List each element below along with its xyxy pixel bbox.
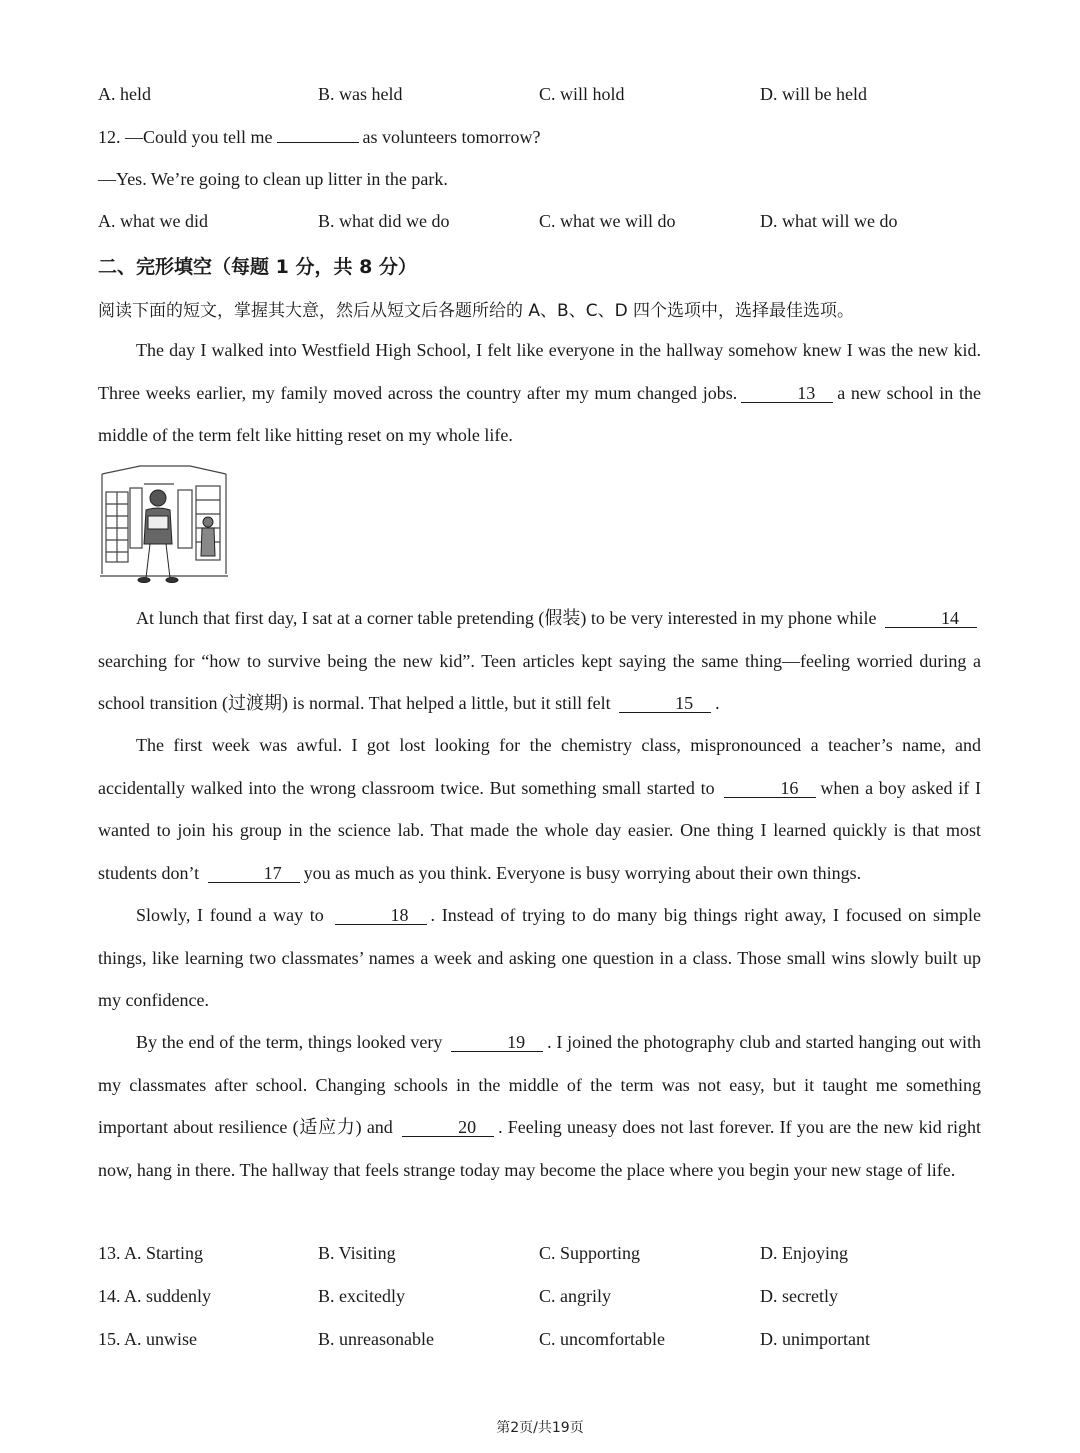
q15-option-b[interactable]: B. unreasonable (318, 1329, 434, 1349)
q15-option-a[interactable]: 15. A. unwise (98, 1329, 197, 1349)
blank-18[interactable]: 18 (335, 906, 427, 925)
p2-text-c: . (715, 693, 720, 713)
q15-options (98, 1329, 982, 1355)
passage-paragraph-2 (98, 597, 981, 725)
p4-text-b: . Instead of trying to do many big things right away, I focused on simple things, like learning two classmates’ names a week and asking one question in a class. Those small wins slowly built up my confidence. (98, 905, 981, 1010)
page-number: 第2页/共19页 (496, 1420, 584, 1436)
q14-option-a[interactable]: 14. A. suddenly (98, 1286, 212, 1306)
q14-option-d[interactable]: D. secretly (760, 1286, 838, 1306)
blank-13[interactable]: 13 (741, 384, 833, 403)
p5-text-c: . Feeling uneasy does not last forever. If you are the new kid right now, hang in there. The hallway that feels strange today may become the place where you begin your new stage of life. (98, 1117, 982, 1180)
passage-paragraph-4 (98, 894, 981, 1022)
q14-option-b[interactable]: B. excitedly (318, 1286, 405, 1306)
q12-stem (98, 126, 540, 148)
q11-option-d[interactable]: D. will be held (760, 84, 867, 104)
new-kid-hallway-illustration (100, 464, 228, 588)
q12-option-c[interactable]: C. what we will do (539, 211, 676, 231)
p5-text-a: By the end of the term, things looked very (136, 1032, 443, 1052)
blank-19[interactable]: 19 (451, 1033, 543, 1052)
q12-option-a[interactable]: A. what we did (98, 211, 208, 231)
q11-option-a[interactable]: A. held (98, 84, 151, 104)
q12-options (98, 211, 982, 237)
q13-option-d[interactable]: D. Enjoying (760, 1243, 848, 1263)
q11-options (98, 84, 982, 110)
q12-blank (277, 126, 359, 143)
p4-text-a: Slowly, I found a way to (136, 905, 324, 925)
q13-option-c[interactable]: C. Supporting (539, 1243, 641, 1263)
p3-text-a: The first week was awful. I got lost looking for the chemistry class, mispronounced a teacher’s name, and accidentally walked into the wrong classroom twice. But something small started to (98, 735, 981, 798)
passage-paragraph-5 (98, 1021, 981, 1191)
section-title: 二、完形填空（每题 1 分，共 8 分） (98, 256, 417, 278)
p1-text-b: a new school in the middle of the term felt like hitting reset on my whole life. (98, 382, 981, 445)
q15-option-c[interactable]: C. uncomfortable (539, 1329, 665, 1349)
blank-15[interactable]: 15 (619, 694, 711, 713)
section-instruction: 阅读下面的短文，掌握其大意，然后从短文后各题所给的 A、B、C、D 四个选项中，选择最佳选项。 (98, 301, 855, 321)
q12-stem-after: as volunteers tomorrow? (362, 127, 541, 147)
q13-option-a[interactable]: 13. A. Starting (98, 1243, 204, 1263)
q14-options (98, 1286, 982, 1312)
q12-option-d[interactable]: D. what will we do (760, 211, 898, 231)
q14-option-c[interactable]: C. angrily (539, 1286, 611, 1306)
q12-reply: —Yes. We’re going to clean up litter in the park. (98, 169, 448, 189)
passage-paragraph-1 (98, 329, 981, 457)
q12-stem-before: 12. —Could you tell me (98, 127, 273, 147)
p3-text-b: when a boy asked if I wanted to join his group in the science lab. That made the whole day easier. One thing I learned quickly is that most students don’t (98, 777, 982, 883)
passage-paragraph-3 (98, 724, 981, 894)
p1-text-a: The day I walked into Westfield High School, I felt like everyone in the hallway somehow knew I was the new kid. Three weeks earlier, my family moved across the country after my mum changed jobs. (98, 340, 981, 403)
q13-option-b[interactable]: B. Visiting (318, 1243, 396, 1263)
p2-text-a: At lunch that first day, I sat at a corner table pretending (假装) to be very interested in my phone while (136, 608, 877, 628)
blank-14[interactable]: 14 (885, 609, 977, 628)
p5-text-b: . I joined the photography club and started hanging out with my classmates after school. Changing schools in the middle of the term was not easy, but it taught me something important about resilience (适应力) and (98, 1032, 981, 1137)
p3-text-c: you as much as you think. Everyone is busy worrying about their own things. (303, 862, 862, 883)
blank-17[interactable]: 17 (208, 864, 300, 883)
q13-options (98, 1243, 982, 1269)
blank-16[interactable]: 16 (724, 779, 816, 798)
q12-option-b[interactable]: B. what did we do (318, 211, 450, 231)
p2-text-b: searching for “how to survive being the new kid”. Teen articles kept saying the same thing—feeling worried during a school transition (过渡期) is normal. That helped a little, but it still felt (98, 650, 981, 713)
q11-option-b[interactable]: B. was held (318, 84, 403, 104)
q11-option-c[interactable]: C. will hold (539, 84, 625, 104)
blank-20[interactable]: 20 (402, 1118, 494, 1137)
q15-option-d[interactable]: D. unimportant (760, 1329, 870, 1349)
